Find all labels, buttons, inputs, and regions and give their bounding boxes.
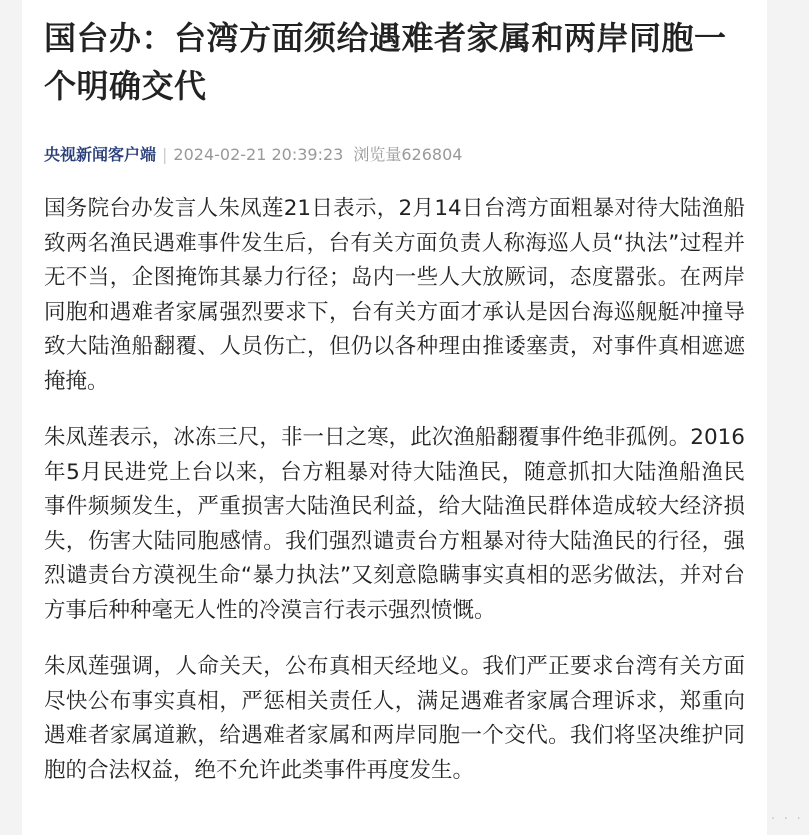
source-link[interactable]: 央视新闻客户端 — [44, 145, 157, 164]
paragraph: 朱凤莲强调，人命关天，公布真相天经地义。我们严正要求台湾有关方面尽快公布事实真相，严惩相关责任人，满足遇难者家属合理诉求，郑重向遇难者家属道歉，给遇难者家属和两岸同胞一个交代。我们将坚决维护同胞的合法权益，绝不允许此类事件再度发生。 — [44, 654, 745, 783]
publish-datetime: 2024-02-21 20:39:23 — [173, 145, 344, 164]
article-body — [44, 192, 745, 788]
meta-separator: | — [162, 145, 168, 164]
article-title: 国台办：台湾方面须给遇难者家属和两岸同胞一个明确交代 — [44, 19, 727, 105]
view-count: 浏览量626804 — [353, 145, 463, 164]
article-card — [22, 0, 767, 835]
paragraph: 国务院台办发言人朱凤莲21日表示，2月14日台湾方面粗暴对待大陆渔船致两名渔民遇难事件发生后，台有关方面负责人称海巡人员“执法”过程并无不当，企图掩饰其暴力行径；岛内一些人大放厥词，态度嚣张。在两岸同胞和遇难者家属强烈要求下，台有关方面才承认是因台海巡舰艇冲撞导致大陆渔船翻覆、人员伤亡，但仍以各种理由推诿塞责，对事件真相遮遮掩掩。 — [44, 196, 745, 394]
article-meta — [44, 144, 745, 166]
watermark: · · · — [770, 811, 803, 827]
paragraph: 朱凤莲表示，冰冻三尺，非一日之寒，此次渔船翻覆事件绝非孤例。2016年5月民进党上台以来，台方粗暴对待大陆渔民，随意抓扣大陆渔船渔民事件频频发生，严重损害大陆渔民利益，给大陆渔民群体造成较大经济损失，伤害大陆同胞感情。我们强烈谴责台方粗暴对待大陆渔民的行径，强烈谴责台方漠视生命“暴力执法”又刻意隐瞒事实真相的恶劣做法，并对台方事后种种毫无人性的冷漠言行表示强烈愤慨。 — [44, 425, 745, 623]
